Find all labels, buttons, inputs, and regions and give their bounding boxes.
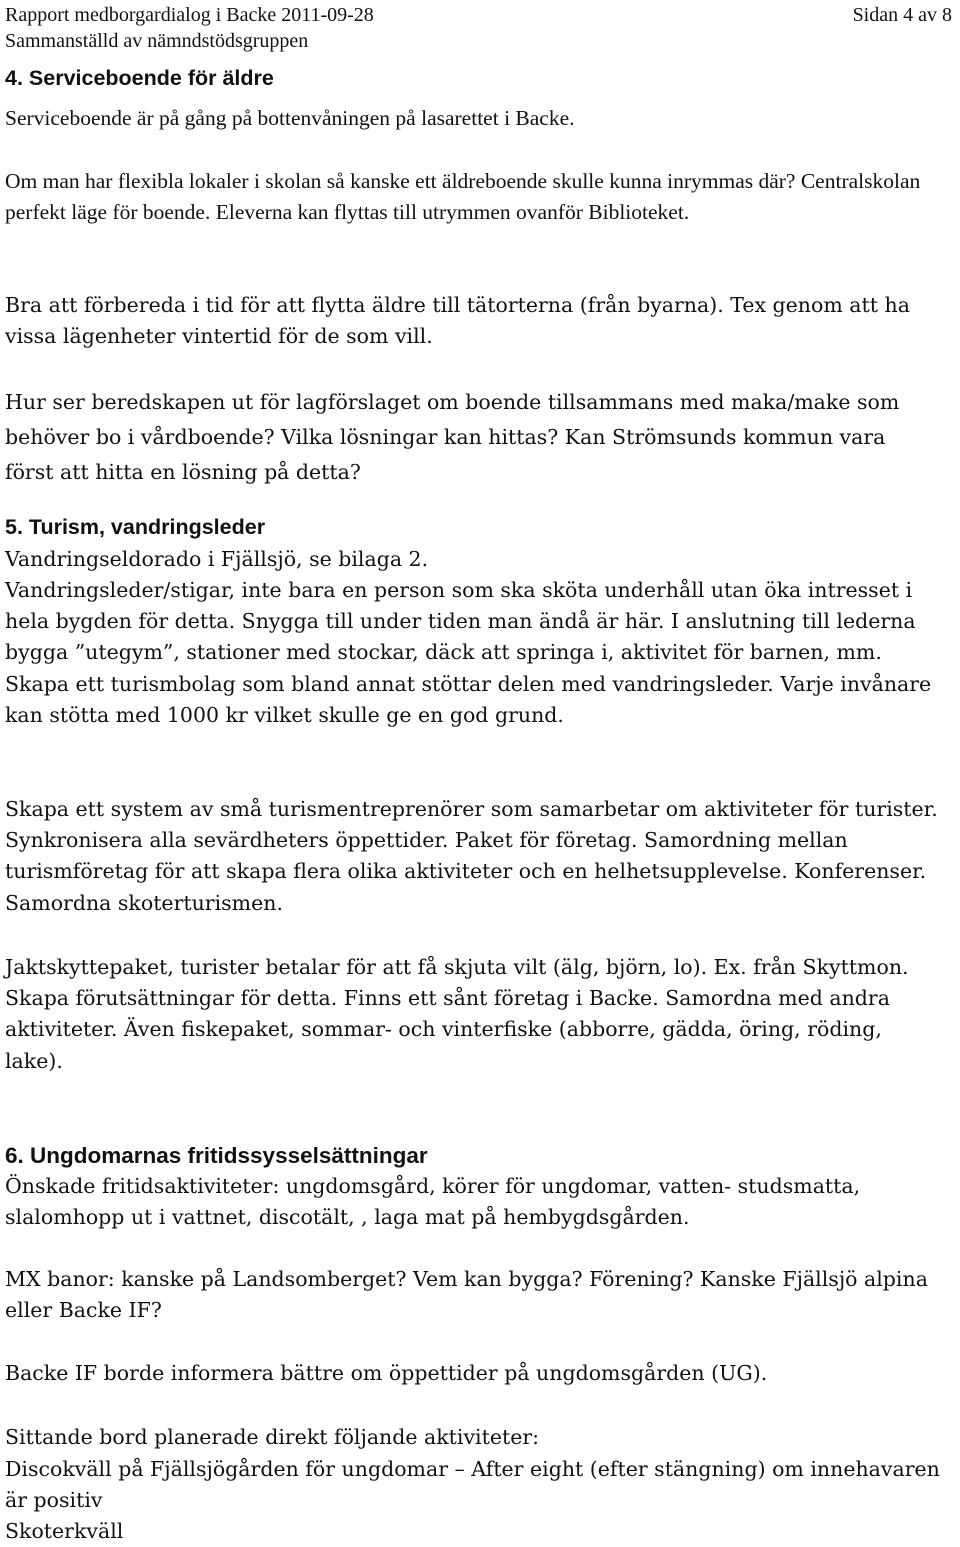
- section-6-paragraph-1: Önskade fritidsaktiviteter: ungdomsgård, körer för ungdomar, vatten- studsmatta, slalomhopp ut i vattnet, discotält, , laga mat på hembygdsgården.: [5, 1174, 861, 1230]
- section-6-heading: 6. Ungdomarnas fritidssysselsättningar: [5, 1143, 428, 1168]
- section-4-heading: 4. Serviceboende för äldre: [5, 66, 274, 90]
- section-5-paragraph-1: Vandringseldorado i Fjällsjö, se bilaga 2.: [5, 547, 429, 571]
- report-title: Rapport medborgardialog i Backe 2011-09-28: [5, 4, 374, 26]
- section-5-paragraph-3: Skapa ett system av små turismentreprenörer som samarbetar om aktiviteter för turister. Synkronisera alla sevärdheters öppettider. Paket för företag. Samordning mellan turismföretag för att skapa flera olika aktiviteter och en helhetsupplevelse. Konferenser. Samordna skoterturismen.: [5, 797, 938, 915]
- section-4-paragraph-1: Serviceboende är på gång på bottenvåningen på lasarettet i Backe.: [5, 106, 575, 130]
- section-6-paragraph-2: MX banor: kanske på Landsomberget? Vem kan bygga? Förening? Kanske Fjällsjö alpina eller Backe IF?: [5, 1267, 928, 1323]
- section-5-paragraph-2: Vandringsleder/stigar, inte bara en person som ska sköta underhåll utan öka intresset i hela bygden för detta. Snygga till under tiden man ändå är här. I anslutning till lederna bygga ”utegym”, stationer med stockar, däck att springa i, aktivitet för barnen, mm. Skapa ett turismbolag som bland annat stöttar delen med vandringsleder. Varje invånare kan stötta med 1000 kr vilket skulle ge en god grund.: [5, 578, 932, 727]
- section-6-paragraph-5: Discokväll på Fjällsjögården för ungdomar – After eight (efter stängning) om innehavaren är positiv: [5, 1457, 940, 1513]
- section-5-heading: 5. Turism, vandringsleder: [5, 515, 266, 539]
- section-4-paragraph-4: Hur ser beredskapen ut för lagförslaget om boende tillsammans med maka/make som behöver bo i vårdboende? Vilka lösningar kan hittas? Kan Strömsunds kommun vara först att hitta en lösning på detta?: [5, 390, 900, 484]
- section-6-paragraph-3: Backe IF borde informera bättre om öppettider på ungdomsgården (UG).: [5, 1361, 768, 1385]
- section-6-paragraph-4: Sittande bord planerade direkt följande aktiviteter:: [5, 1425, 540, 1449]
- compiled-by: Sammanställd av nämndstödsgruppen: [5, 30, 309, 52]
- section-4-paragraph-3: Bra att förbereda i tid för att flytta äldre till tätorterna (från byarna). Tex genom att ha vissa lägenheter vintertid för de som vill.: [5, 293, 910, 349]
- section-5-paragraph-4: Jaktskyttepaket, turister betalar för att få skjuta vilt (älg, björn, lo). Ex. från Skyttmon. Skapa förutsättningar för detta. Finns ett sånt företag i Backe. Samordna med andra aktiviteter. Även fiskepaket, sommar- och vinterfiske (abborre, gädda, öring, röding, lake).: [5, 955, 909, 1073]
- page-number: Sidan 4 av 8: [852, 4, 952, 26]
- section-6-paragraph-6: Skoterkväll: [5, 1519, 124, 1543]
- section-4-paragraph-2: Om man har flexibla lokaler i skolan så kanske ett äldreboende skulle kunna inrymmas där? Centralskolan perfekt läge för boende. Eleverna kan flyttas till utrymmen ovanför Biblioteket.: [5, 169, 921, 225]
